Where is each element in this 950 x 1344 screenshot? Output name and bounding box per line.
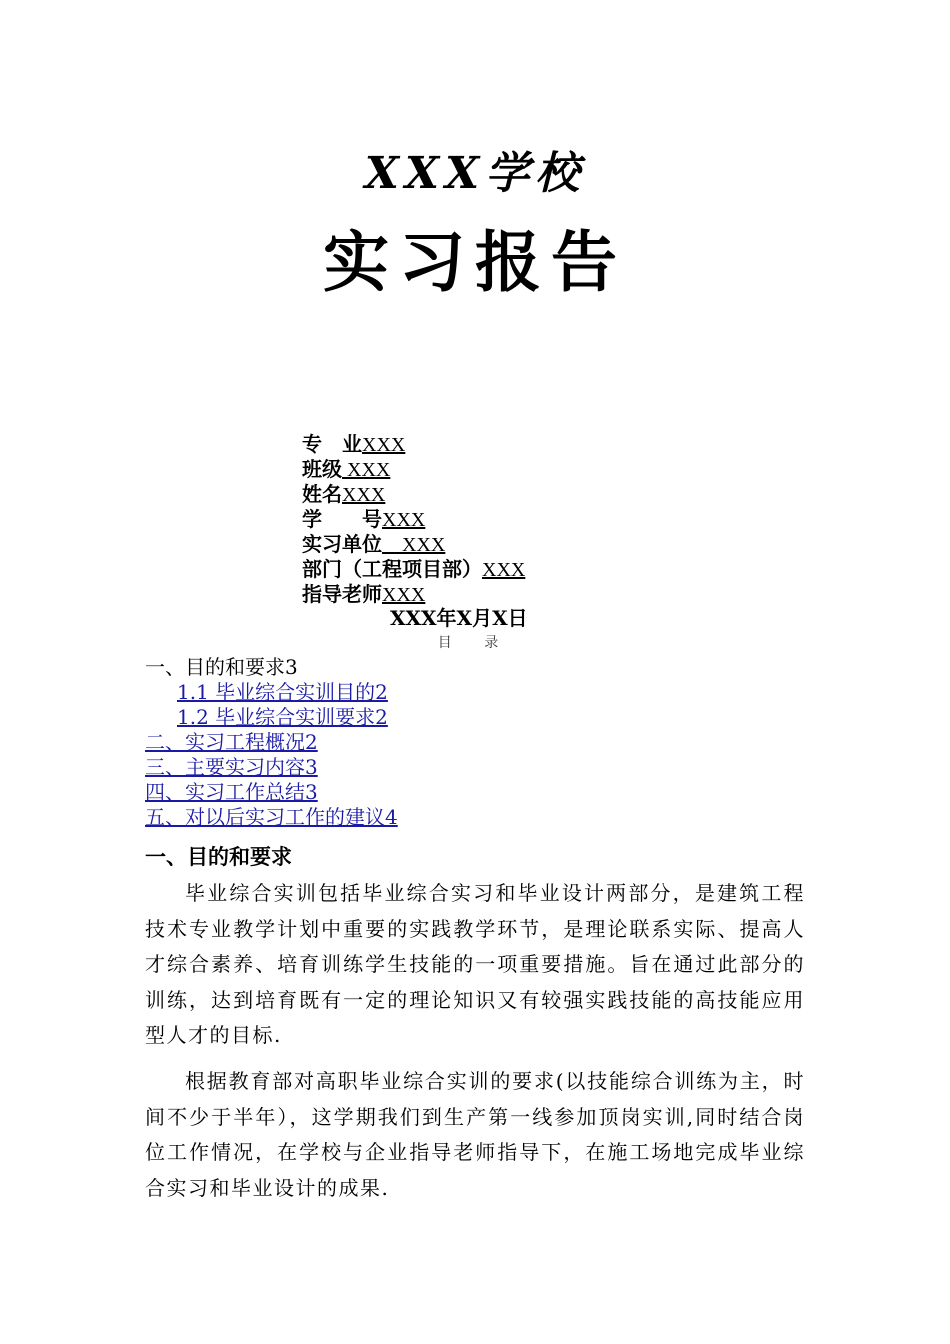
info-label: 指导老师 [302,582,382,606]
body-paragraph: 毕业综合实训包括毕业综合实习和毕业设计两部分，是建筑工程技术专业教学计划中重要的实践教学环节，是理论联系实际、提高人才综合素养、培育训练学生技能的一项重要措施。旨在通过此部分的训练，达到培育既有一定的理论知识又有较强实践技能的高技能应用型人才的目标. [145,881,805,1047]
report-date: XXX年X月X日 [390,606,528,630]
toc-link[interactable]: 二、实习工程概况2 [145,730,318,754]
toc-link[interactable]: 1.2 毕业综合实训要求2 [177,705,388,729]
info-value: XXX [382,509,426,531]
section-heading: 一、目的和要求 [145,845,292,869]
toc-item[interactable] [145,705,805,730]
school-name: XXX学校 [364,148,586,199]
info-value: XXX [382,534,446,556]
info-value: XXX [342,484,386,506]
info-label: 学 号 [302,507,382,531]
info-label: 部门（工程项目部） [302,557,482,581]
info-label: 实习单位 [302,532,382,556]
info-row-major [302,432,702,457]
toc-item [145,655,805,680]
info-row-student-id [302,507,702,532]
toc-item[interactable] [145,755,805,780]
info-row-company [302,532,702,557]
body-paragraph: 根据教育部对高职毕业综合实训的要求(以技能综合训练为主，时间不少于半年），这学期我们到生产第一线参加顶岗实训,同时结合岗位工作情况，在学校与企业指导老师指导下，在施工场地完成毕业综合实习和毕业设计的成果. [145,1069,805,1200]
student-info [302,432,702,607]
toc-title: 目 录 [437,635,513,651]
toc-item[interactable] [145,730,805,755]
report-title: 实习报告 [323,224,627,301]
info-label: 姓名 [302,482,342,506]
toc-link[interactable]: 三、主要实习内容3 [145,755,318,779]
info-row-department [302,557,702,582]
toc-entry-text: 一、目的和要求3 [145,655,298,679]
toc-link[interactable]: 五、对以后实习工作的建议4 [145,805,398,829]
toc-item[interactable] [145,805,805,830]
info-value: XXX [362,434,406,456]
toc-item[interactable] [145,680,805,705]
toc-link[interactable]: 1.1 毕业综合实训目的2 [177,680,388,704]
info-label: 班级 [302,457,342,481]
info-value: XXX [382,584,426,606]
info-value: XXX [482,559,526,581]
toc-item[interactable] [145,780,805,805]
toc-link[interactable]: 四、实习工作总结3 [145,780,318,804]
info-row-advisor [302,582,702,607]
info-value: XXX [342,459,391,481]
info-row-class [302,457,702,482]
info-label: 专 业 [302,432,362,456]
info-row-name [302,482,702,507]
table-of-contents [145,655,805,830]
